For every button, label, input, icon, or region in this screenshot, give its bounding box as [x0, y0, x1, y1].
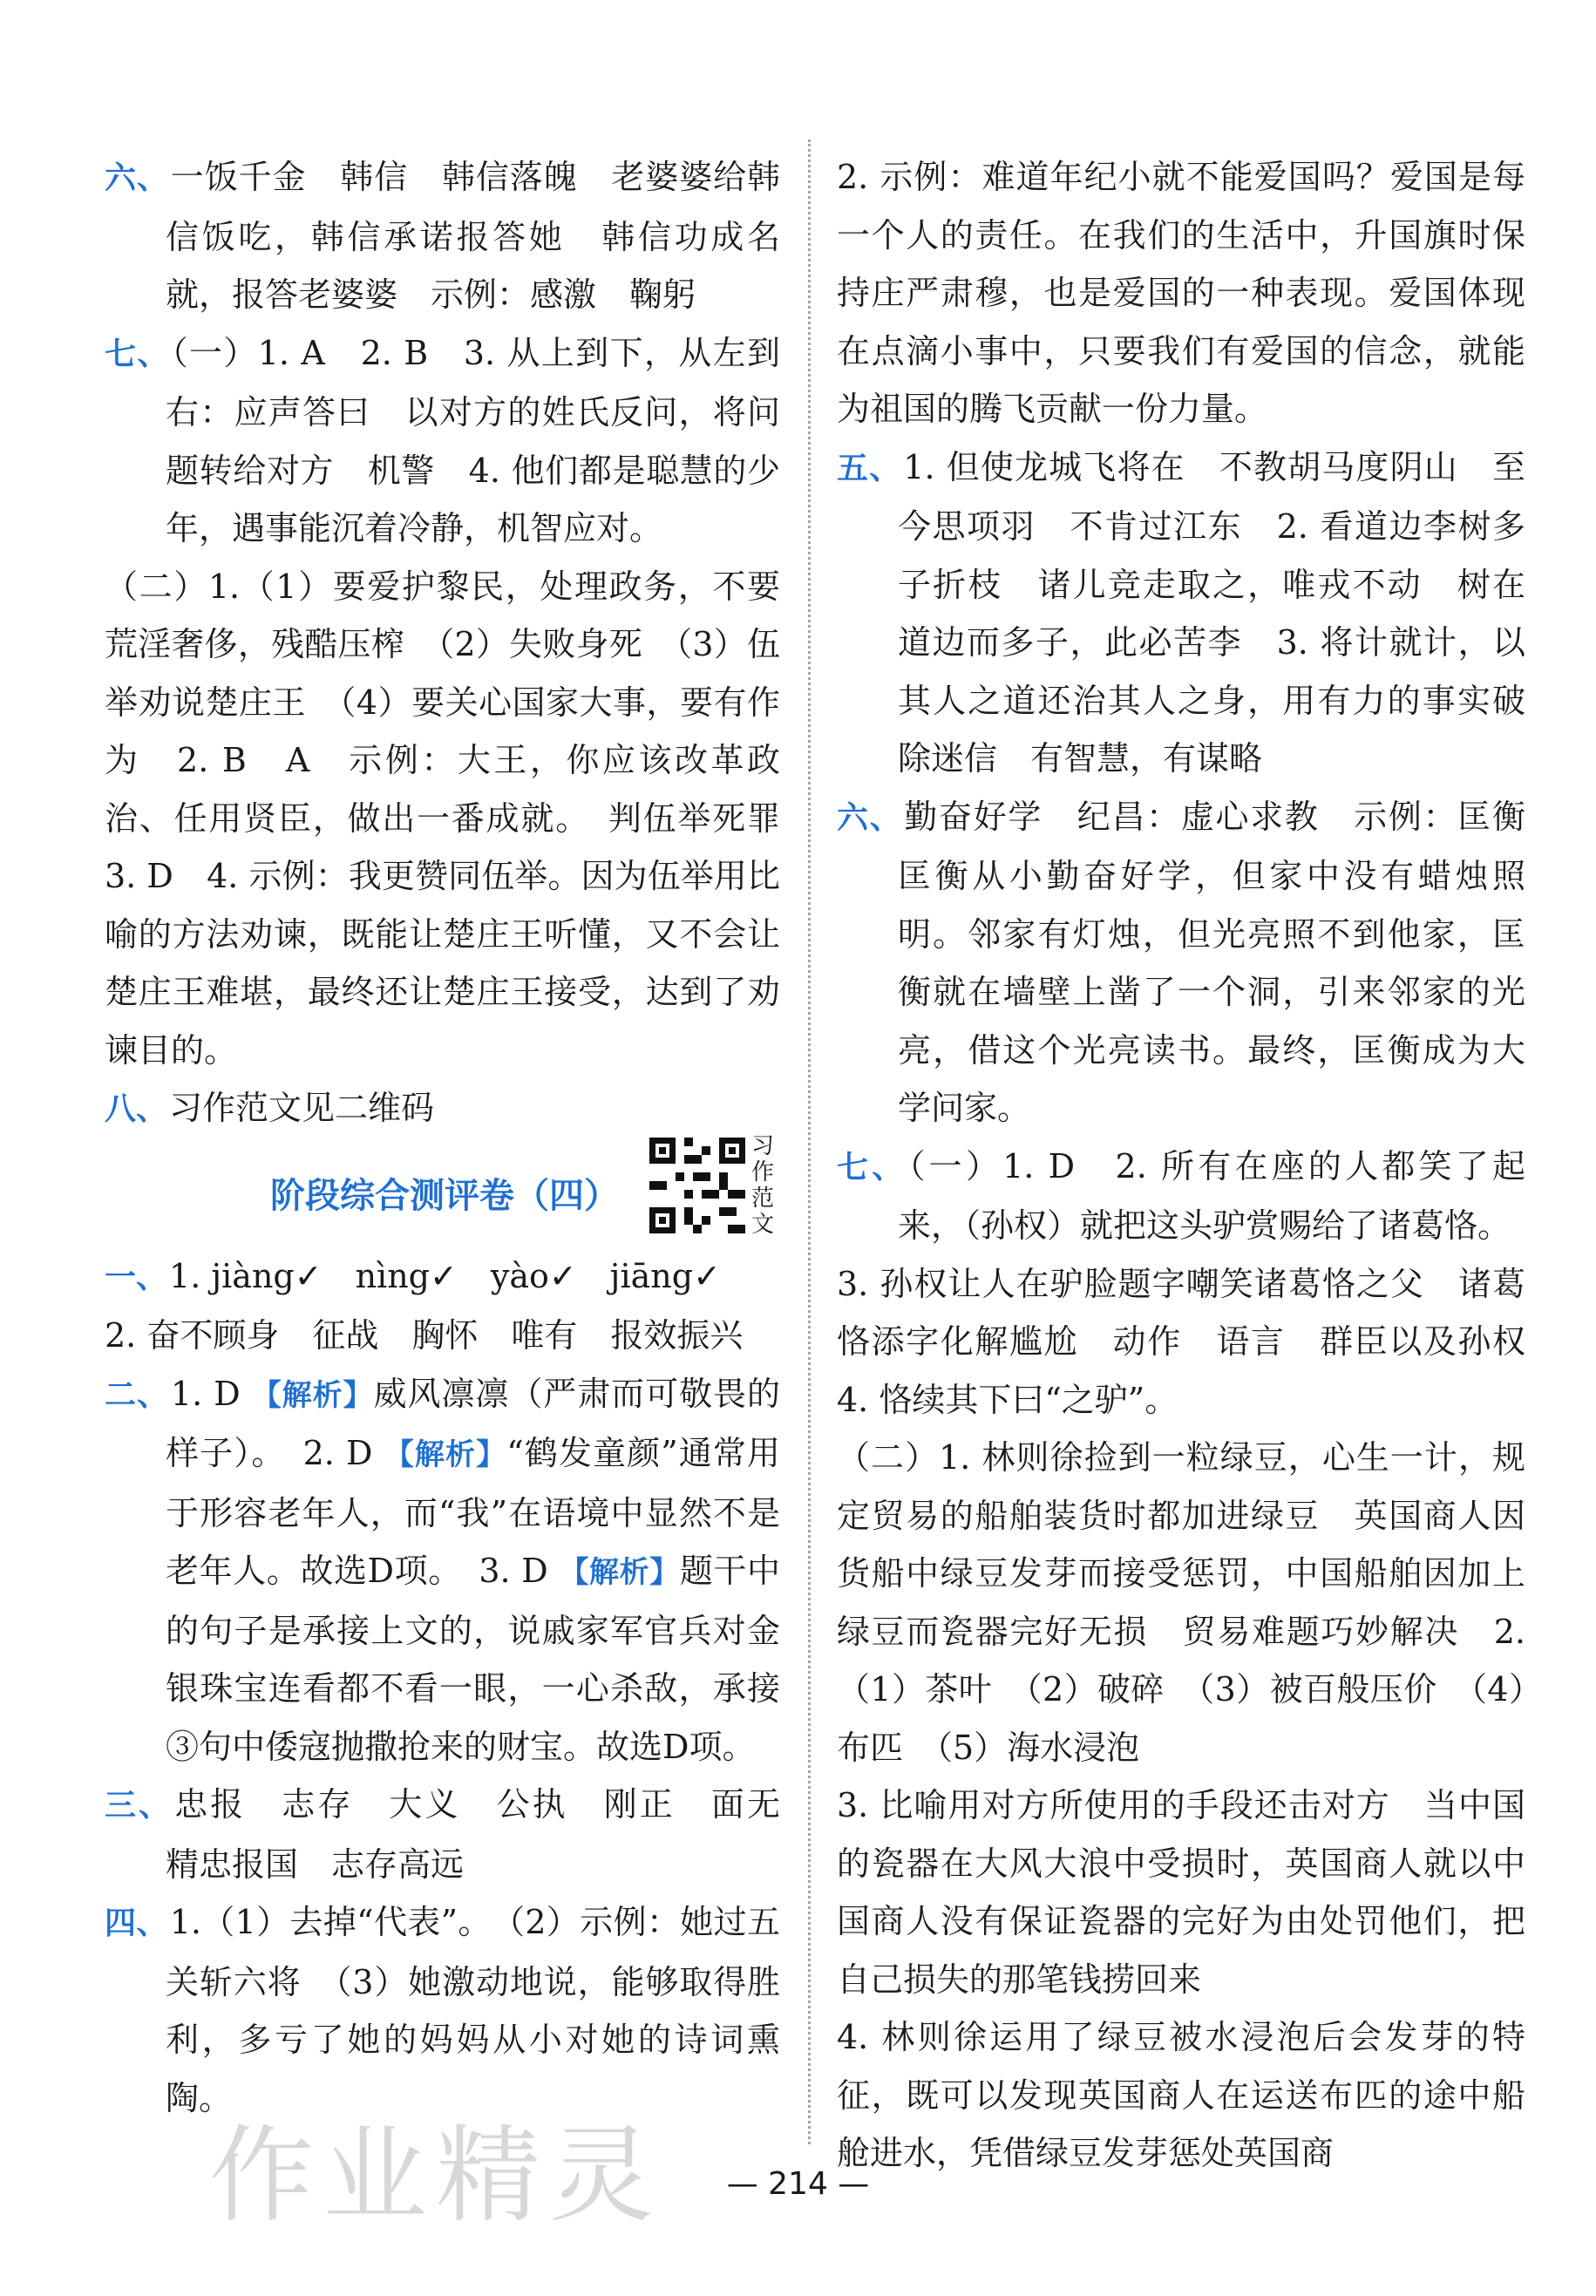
answer-block-6: 六、一饭千金 韩信 韩信落魄 老婆婆给韩信饭吃，韩信承诺报答她 韩信功成名就，报答老婆婆 示例：感激 鞠躬 [105, 158, 780, 314]
answer-block-8: 八、习作范文见二维码 [105, 1089, 435, 1127]
column-divider [808, 139, 811, 2144]
analysis-tag: 【解析】 [384, 1437, 507, 1472]
answer-block-7-part2: （二）1.（1）要爱护黎民，处理政务，不要荒淫奢侈，残酷压榨 （2）失败身死 （3）伍举劝说楚庄王 （4）要关心国家大事，要有作为 2. B A 示例：大王，你应该改革政治、任用贤臣，做出一番成就。 判伍举死罪 3. D 4. 示例：我更赞同伍举。因为伍举用比喻的方法劝谏，既能让楚庄王听懂，又不会让楚庄王难堪，最终还让楚庄王接受，达到了劝谏目的。 [105, 567, 814, 1070]
analysis-tag: 【解析】 [559, 1555, 680, 1590]
answer-block-7b-part3: （二）1. 林则徐捡到一粒绿豆，心生一计，规定贸易的船舶装货时都加进绿豆 英国商人因货船中绿豆发芽而接受惩罚，中国船舶因加上绿豆而瓷器完好无损 贸易难题巧妙解决 2.（1）茶叶 （2）破碎 （3）被百般压价 （4）布匹 （5）海水浸泡 [837, 1438, 1525, 1767]
answer-block-1: 一、1. jiàng✓ nìng✓ yào✓ jiāng✓ [105, 1256, 721, 1295]
section-title: 阶段综合测评卷（四） [270, 1175, 619, 1216]
answer-block-7: 七、（一）1. A 2. B 3. 从上到下，从左到右：应声答曰 以对方的姓氏反问，将问题转给对方 机警 4. 他们都是聪慧的少年，遇事能沉着冷静，机智应对。 [105, 333, 780, 547]
answer-block-7b-part5: 4. 林则徐运用了绿豆被水浸泡后会发芽的特征，既可以发现英国商人在运送布匹的途中船舱进水，凭借绿豆发芽惩处英国商 [837, 2018, 1525, 2172]
answer-block-7b-part4: 3. 比喻用对方所使用的手段还击对方 当中国的瓷器在大风大浪中受损时，英国商人就以中国商人没有保证瓷器的完好为由处罚他们，把自己损失的那笔钱捞回来 [837, 1786, 1525, 1999]
answer-block-7b-part2: 3. 孙权让人在驴脸题字嘲笑诸葛恪之父 诸葛恪添字化解尴尬 动作 语言 群臣以及孙权 4. 恪续其下曰“之驴”。 [837, 1264, 1559, 1419]
answer-block-5: 五、1. 但使龙城飞将在 不教胡马度阴山 至今思项羽 不肯过江东 2. 看道边李树多子折枝 诸儿竞走取之，唯戎不动 树在道边而多子，此必苦李 3. 将计就计，以其人之道还治其人之身，用有力的事实破除迷信 有智慧，有谋略 [837, 447, 1525, 778]
qr-label: 习作范文 [751, 1133, 775, 1238]
answer-block-6b: 六、勤奋好学 纪昌：虚心求教 示例：匡衡 匡衡从小勤奋好学，但家中没有蜡烛照明。邻家有灯烛，但光亮照不到他家，匡衡就在墙壁上凿了一个洞，引来邻家的光亮，借这个光亮读书。最终，匡衡成为大学问家。 [837, 797, 1559, 1127]
answer-block-4-cont: 2. 示例：难道年纪小就不能爱国吗？爱国是每一个人的责任。在我们的生活中，升国旗时保持庄严肃穆，也是爱国的一种表现。爱国体现在点滴小事中，只要我们有爱国的信念，就能为祖国的腾飞贡献一份力量。 [837, 158, 1525, 428]
answer-block-7b: 七、（一）1. D 2. 所有在座的人都笑了起来，（孙权）就把这头驴赏赐给了诸葛恪。 [837, 1146, 1525, 1245]
analysis-tag: 【解析】 [251, 1377, 374, 1413]
answer-block-3: 三、忠报 志存 大义 公执 刚正 面无 精忠报国 志存高远 [105, 1785, 813, 1884]
page-number: — 214 — [726, 2166, 870, 2202]
answer-block-2: 二、1. D 【解析】威风凛凛（严肃而可敬畏的样子）。 2. D 【解析】“鹤发童颜”通常用于形容老年人，而“我”在语境中显然不是老年人。故选D项。 3. D 【解析】题干中的句子是承接上文的，说戚家军官兵对金银珠宝连看都不看一眼，一心杀敌，承接③句中倭寇抛撒抢来的财宝。故选D项。 [105, 1374, 781, 1766]
answer-block-4: 四、1.（1）去掉“代表”。 （2）示例：她过五关斩六将 （3）她激动地说，能够取得胜利，多亏了她的妈妈从小对她的诗词熏陶。 [105, 1903, 780, 2117]
answer-block-1-part2: 2. 奋不顾身 征战 胸怀 唯有 报效振兴 [105, 1316, 744, 1355]
right-column [837, 148, 1559, 2183]
watermark: 作业精灵 [209, 2116, 662, 2237]
qr-code-icon[interactable] [649, 1138, 745, 1233]
